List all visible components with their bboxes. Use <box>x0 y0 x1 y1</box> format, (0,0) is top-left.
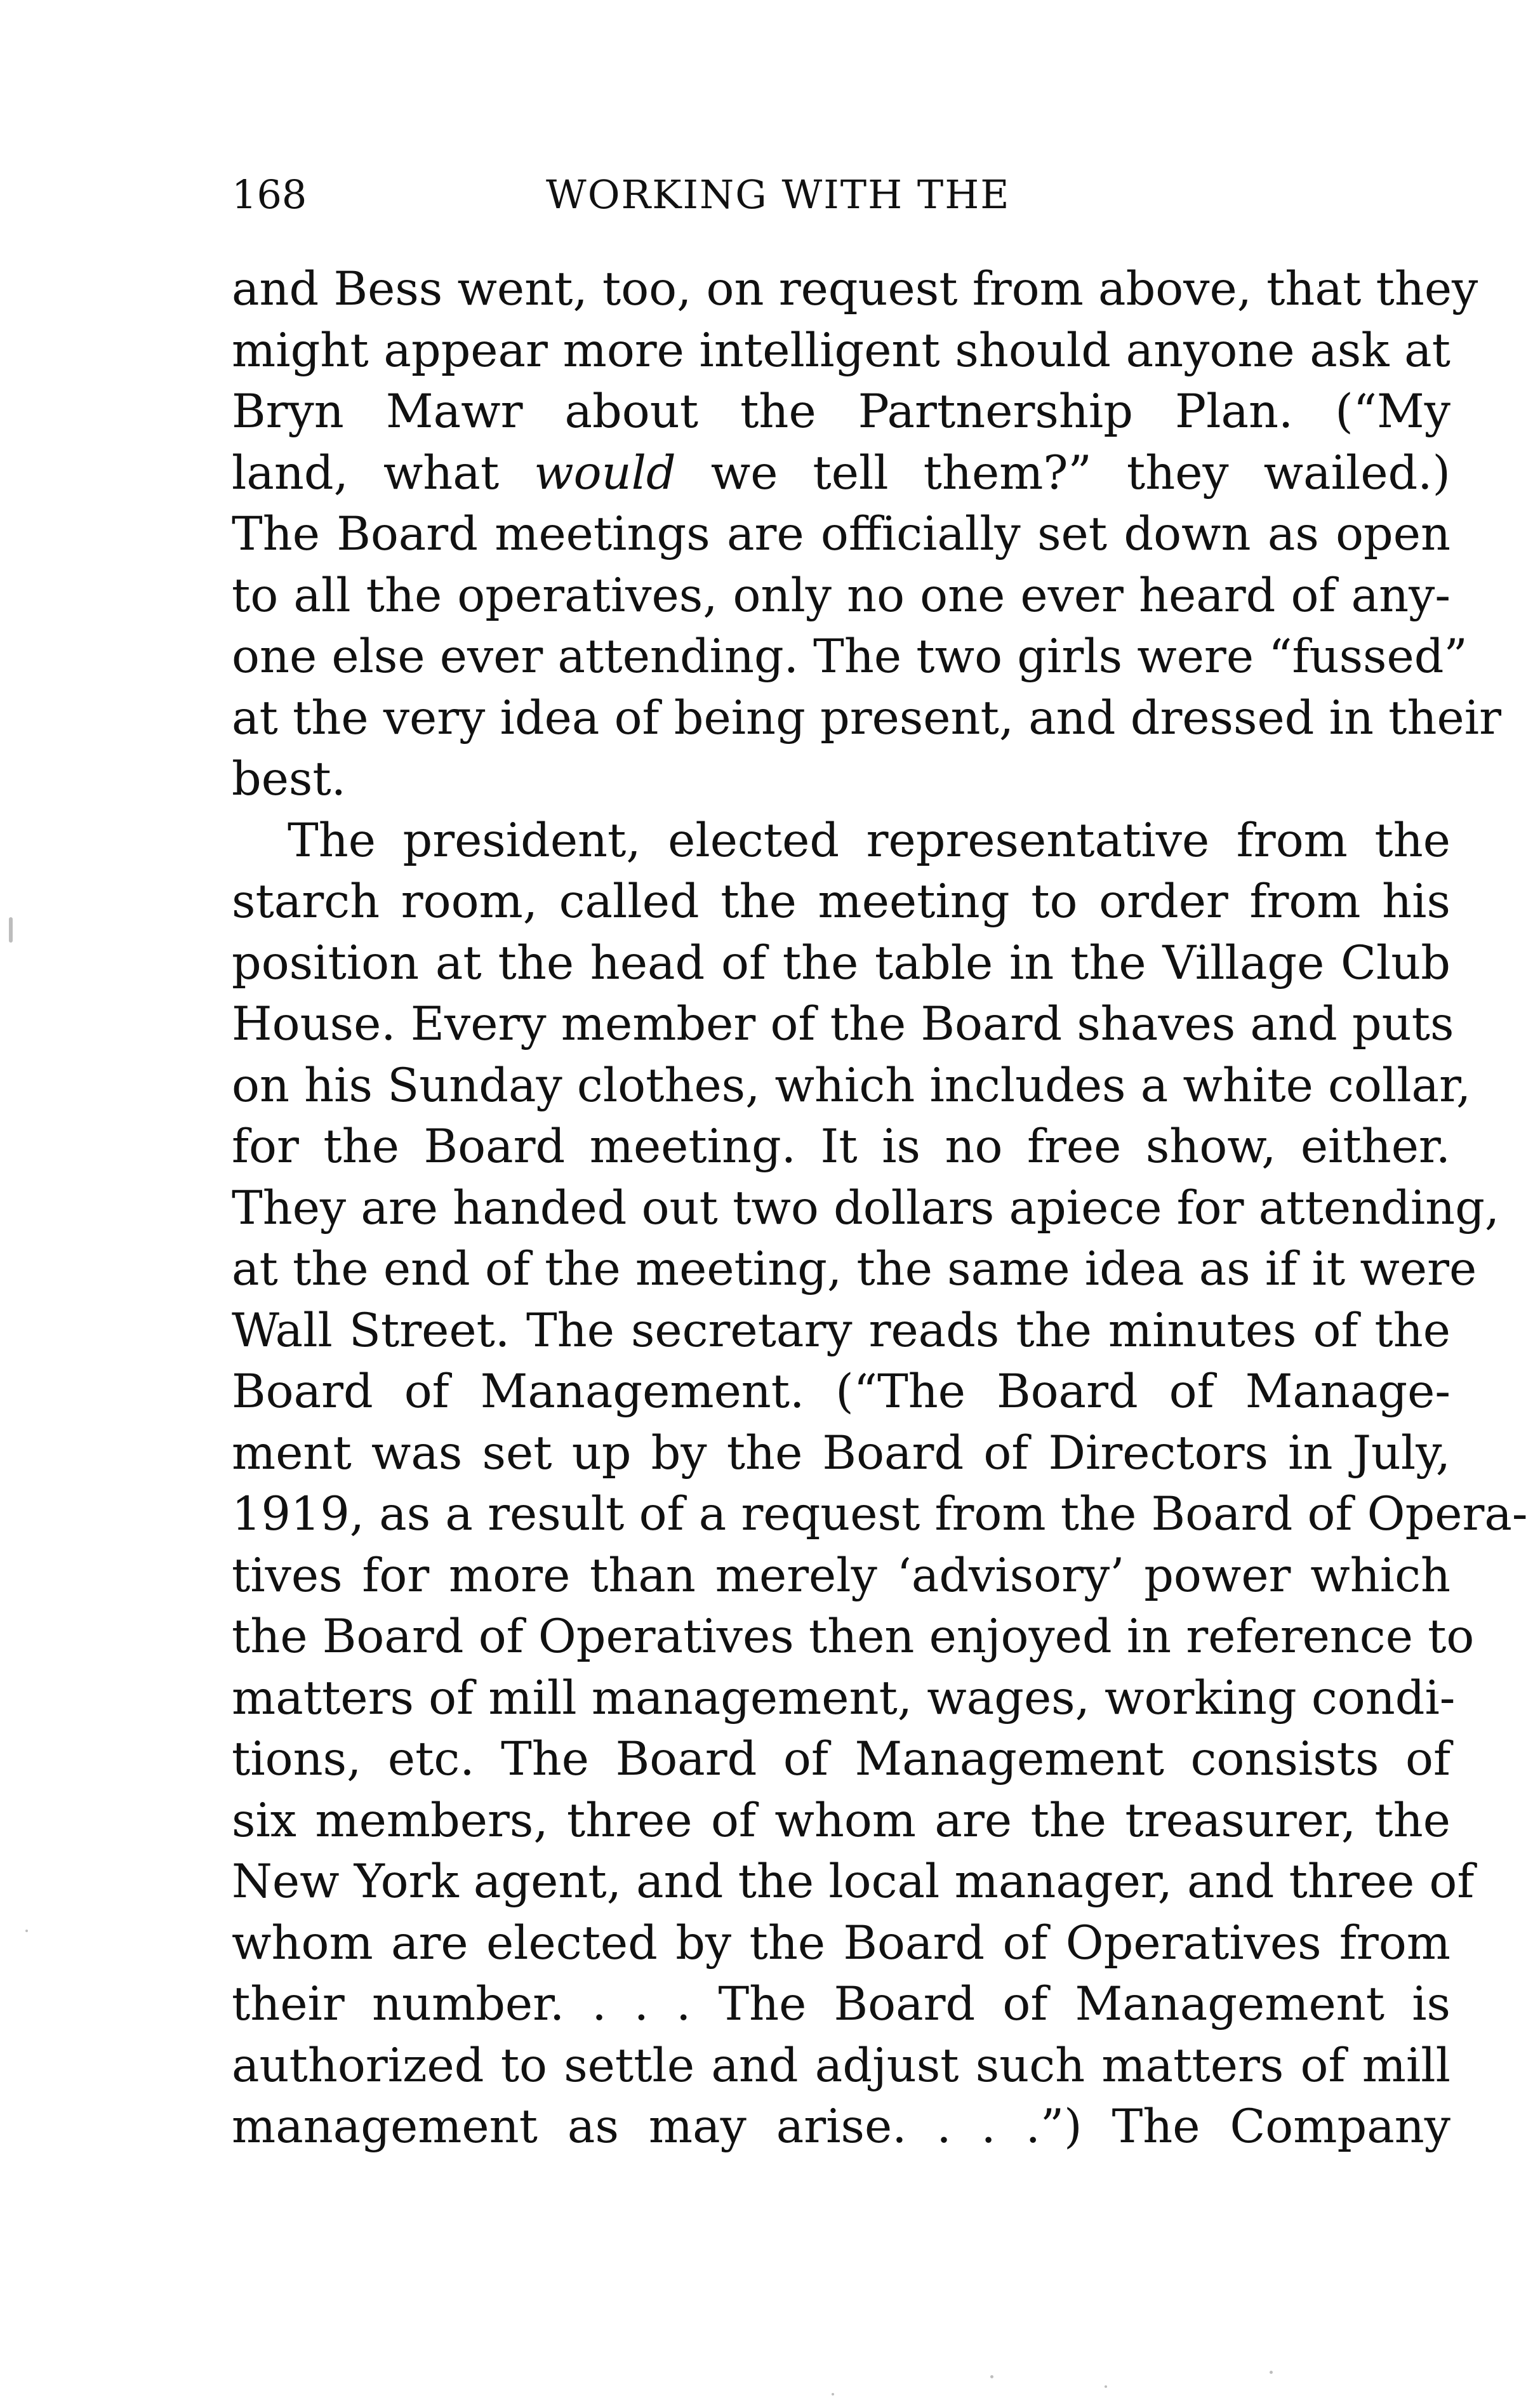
text-line: whom are elected by the Board of Operatives from <box>232 1916 1450 1970</box>
text-line: authorized to settle and adjust such matters of mill <box>232 2038 1450 2093</box>
text-line: the Board of Operatives then enjoyed in reference to <box>232 1610 1475 1664</box>
text-line: six members, three of whom are the treasurer, the <box>232 1793 1450 1848</box>
text-line: and Bess went, too, on request from above, that they <box>232 262 1478 316</box>
text-line: matters of mill management, wages, working condi- <box>232 1671 1456 1725</box>
text-line: at the very idea of being present, and dressed in their <box>232 691 1501 745</box>
text-line: on his Sunday clothes, which includes a white collar, <box>232 1058 1471 1113</box>
text-line: House. Every member of the Board shaves and puts <box>232 997 1454 1051</box>
text-line: 1919, as a result of a request from the Board of Opera- <box>232 1487 1528 1541</box>
line-segment: we tell them?” they wailed.) <box>710 446 1450 500</box>
text-line <box>232 443 1450 505</box>
emphasized-word: would <box>534 446 676 500</box>
scan-speck <box>832 2393 834 2395</box>
text-line: Bryn Mawr about the Partnership Plan. (“My <box>232 385 1450 439</box>
page-number: 168 <box>232 171 307 218</box>
scan-speck <box>9 917 13 943</box>
text-line: best. <box>232 752 346 806</box>
line-segment: land, what <box>232 446 500 500</box>
body-text <box>232 259 1528 2158</box>
text-line: Wall Street. The secretary reads the minutes of the <box>232 1303 1450 1358</box>
paragraph-1 <box>232 259 1501 811</box>
scan-speck <box>25 1930 28 1932</box>
text-line: at the end of the meeting, the same idea as if it were <box>232 1242 1477 1296</box>
text-line: position at the head of the table in the Village Club <box>232 936 1450 990</box>
text-line: They are handed out two dollars apiece for attending, <box>232 1181 1500 1235</box>
text-line: New York agent, and the local manager, and three of <box>232 1855 1475 1909</box>
text-line: to all the operatives, only no one ever heard of any- <box>232 568 1450 623</box>
running-head <box>232 166 1450 223</box>
text-line: tives for more than merely ‘advisory’ power which <box>232 1548 1450 1603</box>
paragraph-2 <box>232 811 1528 2158</box>
text-line: one else ever attending. The two girls were “fussed” <box>232 630 1468 684</box>
running-title: WORKING WITH THE <box>546 171 1011 218</box>
text-line: their number. . . . The Board of Management is <box>232 1977 1450 2031</box>
text-line: The president, elected representative from the <box>288 813 1450 868</box>
text-line: ment was set up by the Board of Directors in July, <box>232 1426 1450 1480</box>
scan-speck <box>1270 2371 1273 2374</box>
text-line: tions, etc. The Board of Management consists of <box>232 1732 1450 1786</box>
scan-speck <box>990 2375 993 2378</box>
text-line: for the Board meeting. It is no free show, either. <box>232 1120 1450 1174</box>
text-line: Board of Management. (“The Board of Manage- <box>232 1365 1450 1419</box>
text-line: The Board meetings are officially set down as open <box>232 507 1450 561</box>
text-line: might appear more intelligent should anyone ask at <box>232 323 1450 378</box>
text-line: starch room, called the meeting to order from his <box>232 875 1450 929</box>
scan-speck <box>1105 2385 1107 2388</box>
text-line: management as may arise. . . .”) The Company <box>232 2100 1450 2154</box>
